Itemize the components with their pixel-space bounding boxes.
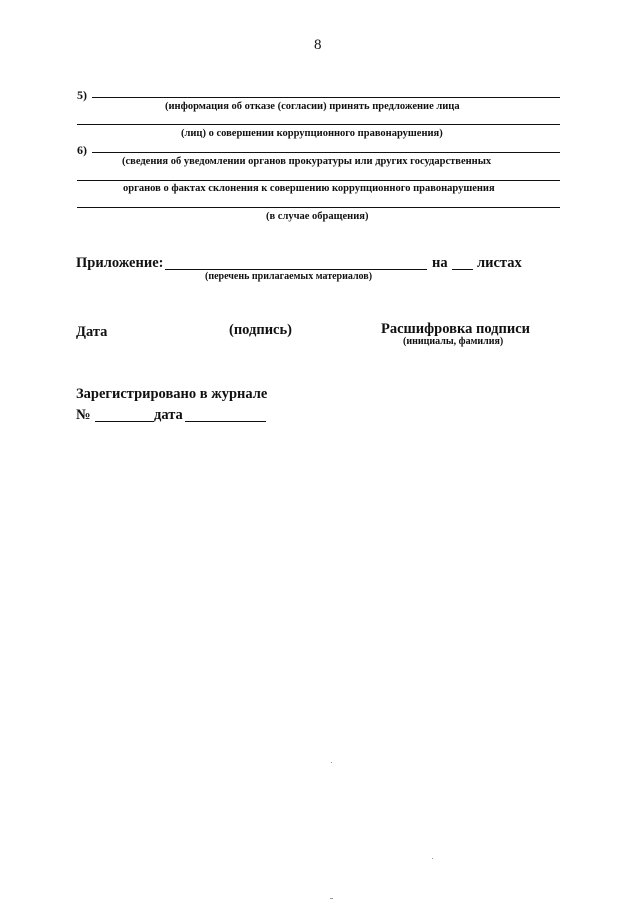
item-6-number: 6) <box>77 143 87 157</box>
date-label: Дата <box>76 324 108 340</box>
scan-speck <box>432 858 433 859</box>
attachment-sheets-label: листах <box>477 255 522 271</box>
item-5-caption-2: (лиц) о совершении коррупционного правонарушения) <box>181 128 443 139</box>
scan-speck <box>331 762 332 763</box>
page-number: 8 <box>314 37 322 53</box>
registration-date-label: дата <box>154 407 183 423</box>
item-6-caption-1: (сведения об уведомлении органов прокуратуры или других государственных <box>122 156 492 167</box>
registration-number-sign: № <box>76 407 91 423</box>
signature-decoding-caption: (инициалы, фамилия) <box>403 336 504 347</box>
registration-date-line <box>185 421 266 422</box>
registration-title: Зарегистрировано в журнале <box>76 386 268 402</box>
attachment-caption: (перечень прилагаемых материалов) <box>205 271 373 282</box>
item-5-number: 5) <box>77 88 87 102</box>
item-6-caption-2: органов о фактах склонения к совершению коррупционного правонарушения <box>123 183 495 194</box>
signature-label: (подпись) <box>229 322 292 338</box>
signature-decoding-label: Расшифровка подписи <box>381 321 530 337</box>
item-5-line-1 <box>92 97 560 98</box>
item-5-caption-1: (информация об отказе (согласии) принять предложение лица <box>165 101 460 112</box>
item-6-line-3 <box>77 207 560 208</box>
attachment-sheets-count-line <box>452 269 473 270</box>
item-6-line-1 <box>92 152 560 153</box>
item-5-line-2 <box>77 124 560 125</box>
item-6-caption-3: (в случае обращения) <box>266 211 369 222</box>
scan-speck <box>330 898 333 899</box>
registration-number-line <box>95 421 154 422</box>
attachment-label: Приложение: <box>76 255 164 271</box>
item-6-line-2 <box>77 180 560 181</box>
attachment-on-label: на <box>432 255 448 271</box>
attachment-list-line <box>165 269 427 270</box>
